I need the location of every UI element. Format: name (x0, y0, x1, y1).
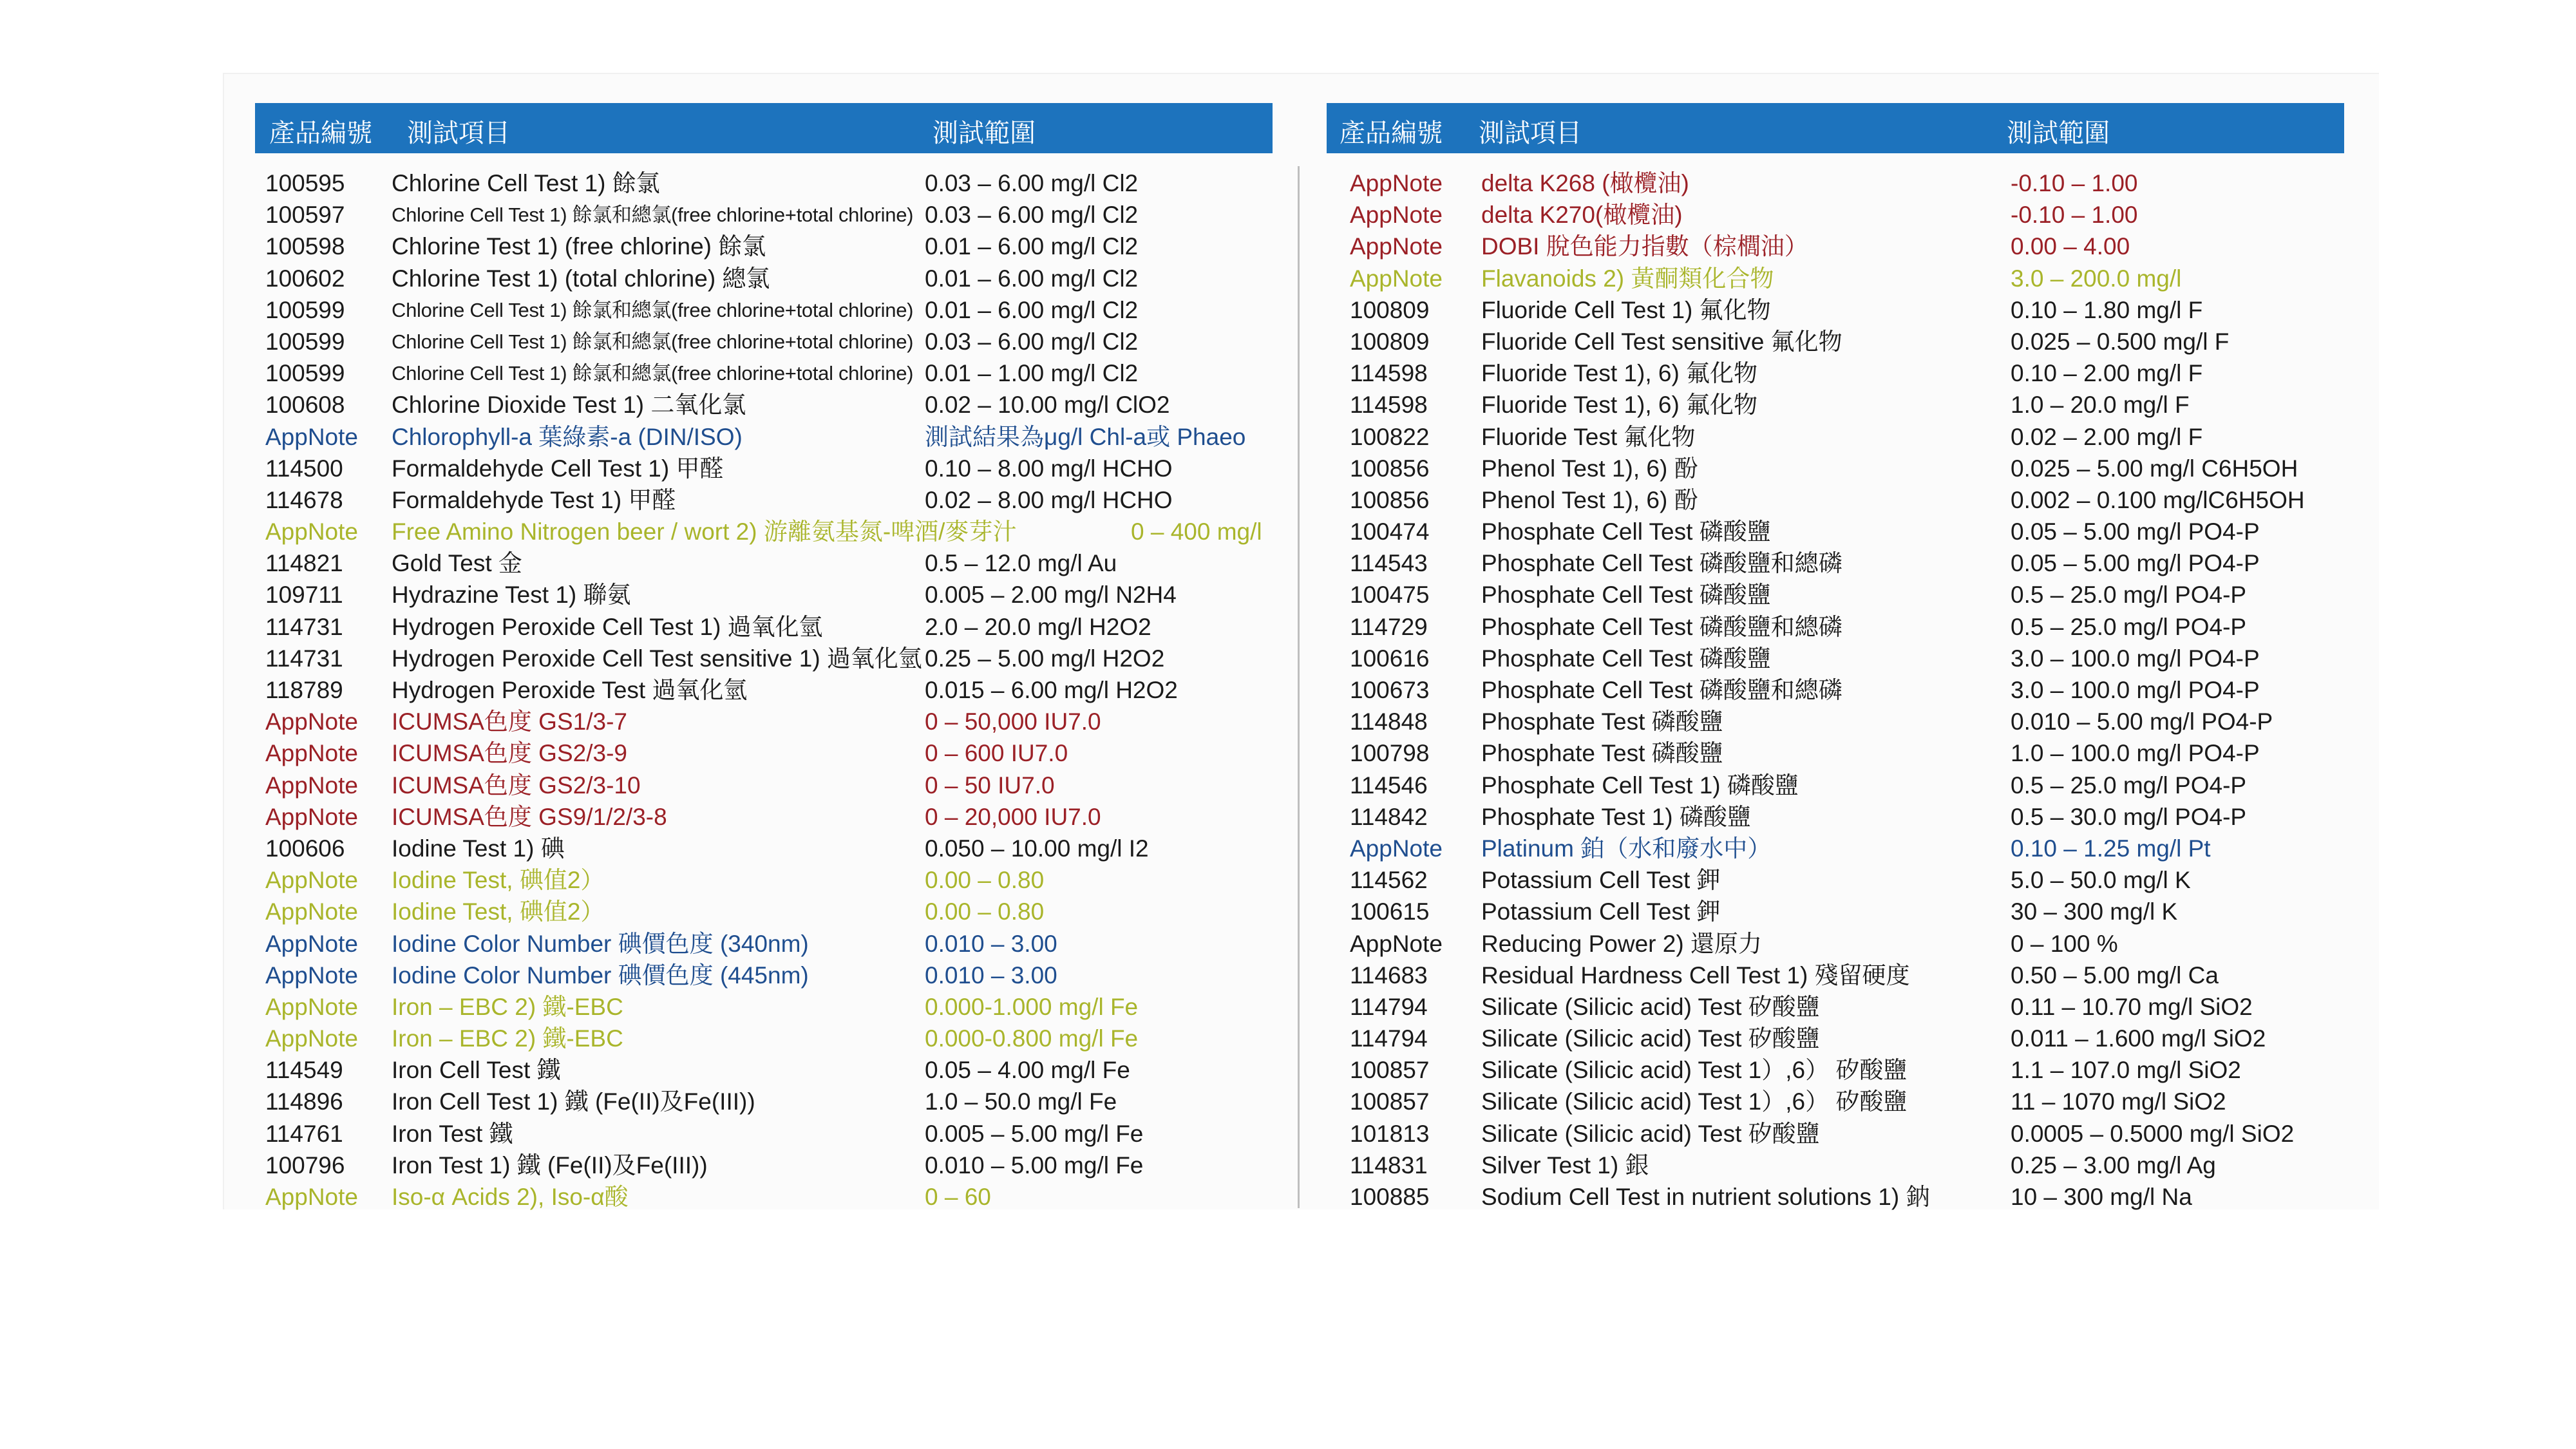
test-range-cell: 0.05 – 5.00 mg/l PO4-P (2011, 518, 2260, 545)
test-item-cell: Phosphate Cell Test 1) 磷酸鹽 (1481, 772, 1799, 799)
product-code-cell: 100474 (1350, 518, 1430, 545)
product-code-cell: AppNote (265, 740, 358, 767)
test-item-cell: Phosphate Test 1) 磷酸鹽 (1481, 803, 1751, 830)
table-row (255, 579, 1273, 611)
product-code-cell: 101813 (1350, 1120, 1430, 1147)
test-item-cell: Potassium Cell Test 鉀 (1481, 867, 1721, 894)
test-item-cell: Silicate (Silicic acid) Test 矽酸鹽 (1481, 1120, 1820, 1147)
table-row (255, 1023, 1273, 1054)
product-code-cell: 100602 (265, 265, 345, 292)
test-item-cell: Chlorine Cell Test 1) 餘氯和總氯(free chlorine+total chlorine) (392, 298, 914, 321)
product-code-cell: AppNote (1350, 233, 1443, 260)
test-item-cell: Potassium Cell Test 鉀 (1481, 898, 1721, 925)
table-row (1327, 326, 2344, 357)
test-range-cell: 0.015 – 6.00 mg/l H2O2 (925, 677, 1178, 703)
product-code-cell: AppNote (1350, 835, 1443, 862)
test-range-cell: 0 – 400 mg/l (1131, 518, 1262, 545)
product-code-cell: 114683 (1350, 961, 1428, 989)
table-row (1327, 611, 2344, 643)
product-code-cell: 100615 (1350, 898, 1430, 925)
product-code-cell: 109711 (265, 582, 343, 609)
table-row (255, 199, 1273, 231)
product-code-cell: AppNote (1350, 170, 1443, 196)
test-item-cell: Phosphate Cell Test 磷酸鹽和總磷 (1481, 677, 1842, 703)
table-row (1327, 199, 2344, 231)
product-code-cell: 100857 (1350, 1057, 1430, 1084)
test-item-cell: Silicate (Silicic acid) Test 矽酸鹽 (1481, 993, 1820, 1020)
test-range-cell: 0 – 600 IU7.0 (925, 740, 1068, 767)
product-code-cell: 100822 (1350, 423, 1430, 450)
test-item-cell: Iodine Test, 碘值2） (392, 898, 605, 925)
table-row (1327, 770, 2344, 801)
test-item-cell: Fluoride Test 1), 6) 氟化物 (1481, 360, 1758, 387)
test-item-cell: Phosphate Cell Test 磷酸鹽 (1481, 582, 1771, 609)
test-range-cell: 0.03 – 6.00 mg/l Cl2 (925, 170, 1139, 196)
test-range-cell: -0.10 – 1.00 (2011, 170, 2138, 196)
test-range-cell: 0.5 – 25.0 mg/l PO4-P (2011, 772, 2247, 799)
product-code-cell: 100673 (1350, 677, 1430, 703)
header-test-item: 測試項目 (1479, 119, 1582, 147)
header-test-range: 測試範圍 (933, 119, 1036, 147)
test-item-cell: DOBI 脫色能力指數（棕櫚油） (1481, 233, 1808, 260)
test-range-cell: 0.010 – 3.00 (925, 930, 1057, 957)
test-item-cell: Phosphate Cell Test 磷酸鹽和總磷 (1481, 613, 1842, 640)
test-range-cell: 0.025 – 0.500 mg/l F (2011, 328, 2230, 355)
test-range-cell: 0.00 – 4.00 (2011, 233, 2130, 260)
test-range-cell: 1.1 – 107.0 mg/l SiO2 (2011, 1057, 2241, 1084)
test-item-cell: Free Amino Nitrogen beer / wort 2) 游離氨基氮-啤酒/麥芽汁 (392, 518, 1017, 545)
table-row (255, 326, 1273, 357)
test-range-cell: 0.10 – 1.25 mg/l Pt (2011, 835, 2211, 862)
product-code-cell: 100475 (1350, 582, 1430, 609)
table-row (1327, 547, 2344, 579)
table-row (255, 421, 1273, 453)
test-range-cell: 0.01 – 6.00 mg/l Cl2 (925, 233, 1139, 260)
test-item-cell: Chlorine Test 1) (total chlorine) 總氯 (392, 265, 770, 292)
test-range-cell: 1.0 – 50.0 mg/l Fe (925, 1088, 1117, 1115)
test-item-cell: Silicate (Silicic acid) Test 1）,6） 矽酸鹽 (1481, 1088, 1908, 1115)
test-item-cell: Sodium Cell Test in nutrient solutions 1) 鈉 (1481, 1184, 1930, 1210)
product-code-cell: 114500 (265, 455, 343, 482)
product-code-cell: 114543 (1350, 550, 1428, 577)
product-code-cell: 114896 (265, 1088, 343, 1115)
product-code-cell: 114794 (1350, 1025, 1428, 1052)
test-range-cell: 0.000-1.000 mg/l Fe (925, 993, 1139, 1020)
right-table (1327, 103, 2344, 1213)
test-item-cell: Chlorine Cell Test 1) 餘氯和總氯(free chlorine+total chlorine) (392, 330, 914, 353)
test-range-cell: 0.010 – 5.00 mg/l Fe (925, 1151, 1144, 1179)
test-item-cell: Hydrogen Peroxide Cell Test 1) 過氧化氫 (392, 613, 823, 640)
product-code-cell: 100598 (265, 233, 345, 260)
test-item-cell: Iodine Color Number 碘價色度 (340nm) (392, 930, 809, 957)
table-row (255, 547, 1273, 579)
table-row (1327, 864, 2344, 896)
test-range-cell: 1.0 – 100.0 mg/l PO4-P (2011, 740, 2260, 767)
test-item-cell: Chlorine Test 1) (free chlorine) 餘氯 (392, 233, 766, 260)
test-range-cell: 1.0 – 20.0 mg/l F (2011, 392, 2190, 419)
product-code-cell: 114821 (265, 550, 343, 577)
table-row (255, 231, 1273, 262)
table-row (1327, 389, 2344, 421)
header-product-code: 產品編號 (1340, 119, 1443, 147)
table-row (1327, 960, 2344, 991)
test-item-cell: Chlorine Dioxide Test 1) 二氧化氯 (392, 392, 746, 419)
test-item-cell: Fluoride Test 1), 6) 氟化物 (1481, 392, 1758, 419)
table-row (255, 453, 1273, 484)
table-row (255, 896, 1273, 927)
test-range-cell: 0.01 – 6.00 mg/l Cl2 (925, 296, 1139, 323)
test-item-cell: Chlorine Cell Test 1) 餘氯和總氯(free chlorine+total chlorine) (392, 362, 914, 385)
table-row (255, 1054, 1273, 1086)
test-range-cell: 0.5 – 25.0 mg/l PO4-P (2011, 582, 2247, 609)
table-row (255, 928, 1273, 960)
product-code-cell: 100595 (265, 170, 345, 196)
table-row (1327, 231, 2344, 262)
test-range-cell: 0.03 – 6.00 mg/l Cl2 (925, 202, 1139, 229)
test-range-cell: 0.25 – 5.00 mg/l H2O2 (925, 645, 1165, 672)
test-item-cell: Phosphate Cell Test 磷酸鹽 (1481, 645, 1771, 672)
test-range-cell: 0.002 – 0.100 mg/lC6H5OH (2011, 486, 2305, 513)
test-item-cell: Phosphate Cell Test 磷酸鹽 (1481, 518, 1771, 545)
product-code-cell: 114731 (265, 645, 343, 672)
table-row (255, 357, 1273, 389)
test-range-cell: 0.5 – 30.0 mg/l PO4-P (2011, 803, 2247, 830)
table-row (1327, 928, 2344, 960)
table-row (1327, 896, 2344, 927)
product-code-cell: AppNote (265, 1184, 358, 1210)
header-test-item: 測試項目 (407, 119, 510, 147)
left-table-body (255, 167, 1273, 1213)
test-item-cell: Silver Test 1) 銀 (1481, 1151, 1649, 1179)
test-range-cell: 測試結果為μg/l Chl-a或 Phaeo (925, 423, 1246, 450)
table-row (255, 833, 1273, 864)
product-code-cell: 114848 (1350, 708, 1428, 735)
test-range-cell: 11 – 1070 mg/l SiO2 (2011, 1088, 2226, 1115)
test-item-cell: Chlorine Cell Test 1) 餘氯和總氯(free chlorine+total chlorine) (392, 204, 914, 227)
product-code-cell: AppNote (265, 993, 358, 1020)
test-range-cell: 0.050 – 10.00 mg/l I2 (925, 835, 1149, 862)
table-row (255, 643, 1273, 674)
table-row (1327, 991, 2344, 1023)
product-code-cell: 100599 (265, 328, 345, 355)
product-code-cell: AppNote (265, 423, 358, 450)
test-item-cell: Iron Cell Test 1) 鐵 (Fe(II)及Fe(III)) (392, 1088, 755, 1115)
test-range-cell: 5.0 – 50.0 mg/l K (2011, 867, 2191, 894)
test-range-cell: 0.02 – 2.00 mg/l F (2011, 423, 2203, 450)
table-row (1327, 1118, 2344, 1150)
test-item-cell: Hydrogen Peroxide Cell Test sensitive 1) 過氧化氫 (392, 645, 922, 672)
product-code-cell: 100796 (265, 1151, 345, 1179)
table-row (255, 1086, 1273, 1117)
test-item-cell: Hydrazine Test 1) 聯氨 (392, 582, 631, 609)
test-item-cell: Iron – EBC 2) 鐵-EBC (392, 993, 623, 1020)
table-row (1327, 516, 2344, 547)
header-test-range: 測試範圍 (2007, 119, 2110, 147)
test-range-cell: 0.01 – 6.00 mg/l Cl2 (925, 265, 1139, 292)
table-row (255, 801, 1273, 833)
product-code-cell: AppNote (265, 803, 358, 830)
product-code-cell: 118789 (265, 677, 343, 703)
product-code-cell: 100597 (265, 202, 345, 229)
test-range-cell: 10 – 300 mg/l Na (2011, 1184, 2192, 1210)
test-item-cell: Fluoride Test 氟化物 (1481, 423, 1696, 450)
table-row (255, 706, 1273, 737)
product-code-cell: 100599 (265, 296, 345, 323)
table-row (1327, 357, 2344, 389)
test-range-cell: 0.00 – 0.80 (925, 898, 1045, 925)
test-item-cell: Silicate (Silicic acid) Test 矽酸鹽 (1481, 1025, 1820, 1052)
table-row (1327, 643, 2344, 674)
table-row (1327, 453, 2344, 484)
test-range-cell: 0.025 – 5.00 mg/l C6H5OH (2011, 455, 2298, 482)
test-item-cell: Phenol Test 1), 6) 酚 (1481, 455, 1698, 482)
test-range-cell: 3.0 – 200.0 mg/l (2011, 265, 2182, 292)
table-row (1327, 579, 2344, 611)
test-item-cell: Iodine Color Number 碘價色度 (445nm) (392, 961, 809, 989)
test-item-cell: Iron Test 鐵 (392, 1120, 513, 1147)
table-row (255, 770, 1273, 801)
product-code-cell: AppNote (265, 961, 358, 989)
product-code-cell: 100616 (1350, 645, 1430, 672)
product-code-cell: 114842 (1350, 803, 1428, 830)
test-item-cell: Phosphate Cell Test 磷酸鹽和總磷 (1481, 550, 1842, 577)
test-item-cell: Phosphate Test 磷酸鹽 (1481, 708, 1723, 735)
product-code-cell: 114831 (1350, 1151, 1428, 1179)
table-row (1327, 737, 2344, 769)
table-row (1327, 421, 2344, 453)
test-range-cell: 0.01 – 1.00 mg/l Cl2 (925, 360, 1139, 387)
product-code-cell: AppNote (265, 708, 358, 735)
test-range-cell: 30 – 300 mg/l K (2011, 898, 2178, 925)
test-range-cell: 0.005 – 2.00 mg/l N2H4 (925, 582, 1177, 609)
test-range-cell: 0.0005 – 0.5000 mg/l SiO2 (2011, 1120, 2295, 1147)
test-range-cell: 0.010 – 5.00 mg/l PO4-P (2011, 708, 2273, 735)
test-item-cell: Silicate (Silicic acid) Test 1）,6） 矽酸鹽 (1481, 1057, 1908, 1084)
table-row (255, 611, 1273, 643)
test-item-cell: delta K270(橄欖油) (1481, 202, 1683, 229)
product-code-cell: 114678 (265, 486, 343, 513)
test-range-cell: -0.10 – 1.00 (2011, 202, 2138, 229)
left-table-header (255, 103, 1273, 153)
product-code-cell: AppNote (1350, 202, 1443, 229)
test-item-cell: Iron Cell Test 鐵 (392, 1057, 561, 1084)
test-item-cell: ICUMSA色度 GS2/3-9 (392, 740, 627, 767)
test-item-cell: Chlorine Cell Test 1) 餘氯 (392, 170, 660, 196)
product-code-cell: AppNote (1350, 265, 1443, 292)
table-row (1327, 263, 2344, 294)
test-range-cell: 0.10 – 2.00 mg/l F (2011, 360, 2203, 387)
test-range-cell: 0.02 – 10.00 mg/l ClO2 (925, 392, 1170, 419)
test-item-cell: Phenol Test 1), 6) 酚 (1481, 486, 1698, 513)
test-item-cell: Hydrogen Peroxide Test 過氧化氫 (392, 677, 748, 703)
test-range-cell: 0.05 – 4.00 mg/l Fe (925, 1057, 1130, 1084)
product-code-cell: 114761 (265, 1120, 343, 1147)
right-table-header (1327, 103, 2344, 153)
test-range-cell: 0.011 – 1.600 mg/l SiO2 (2011, 1025, 2266, 1052)
product-code-cell: 100856 (1350, 455, 1430, 482)
product-code-cell: 114562 (1350, 867, 1428, 894)
product-code-cell: AppNote (265, 1025, 358, 1052)
product-code-cell: 114598 (1350, 392, 1428, 419)
table-row (1327, 1054, 2344, 1086)
test-range-cell: 0.50 – 5.00 mg/l Ca (2011, 961, 2219, 989)
table-row (255, 737, 1273, 769)
left-table (255, 103, 1273, 1213)
table-row (255, 674, 1273, 706)
test-range-cell: 0 – 60 (925, 1184, 991, 1210)
test-range-cell: 0 – 50,000 IU7.0 (925, 708, 1101, 735)
product-code-cell: 100857 (1350, 1088, 1430, 1115)
table-row (255, 1181, 1273, 1213)
table-row (255, 389, 1273, 421)
test-range-cell: 2.0 – 20.0 mg/l H2O2 (925, 613, 1151, 640)
test-range-cell: 0.02 – 8.00 mg/l HCHO (925, 486, 1173, 513)
test-range-cell: 0 – 100 % (2011, 930, 2118, 957)
table-row (1327, 1181, 2344, 1213)
test-item-cell: Iso-α Acids 2), Iso-α酸 (392, 1184, 629, 1210)
test-item-cell: Fluoride Cell Test sensitive 氟化物 (1481, 328, 1842, 355)
product-code-cell: AppNote (265, 930, 358, 957)
test-item-cell: ICUMSA色度 GS9/1/2/3-8 (392, 803, 667, 830)
test-item-cell: Reducing Power 2) 還原力 (1481, 930, 1762, 957)
test-range-cell: 0.05 – 5.00 mg/l PO4-P (2011, 550, 2260, 577)
test-range-cell: 0.11 – 10.70 mg/l SiO2 (2011, 993, 2253, 1020)
table-row (1327, 294, 2344, 326)
test-item-cell: Flavanoids 2) 黃酮類化合物 (1481, 265, 1774, 292)
test-item-cell: Platinum 鉑（水和廢水中） (1481, 835, 1772, 862)
product-code-cell: 114546 (1350, 772, 1428, 799)
header-product-code: 產品編號 (269, 119, 372, 147)
test-item-cell: Phosphate Test 磷酸鹽 (1481, 740, 1723, 767)
test-item-cell: ICUMSA色度 GS2/3-10 (392, 772, 641, 799)
test-range-cell: 0.10 – 1.80 mg/l F (2011, 296, 2203, 323)
test-range-cell: 0.25 – 3.00 mg/l Ag (2011, 1151, 2216, 1179)
table-row (1327, 833, 2344, 864)
product-code-cell: 100608 (265, 392, 345, 419)
product-code-cell: 114729 (1350, 613, 1428, 640)
test-range-cell: 0.5 – 25.0 mg/l PO4-P (2011, 613, 2247, 640)
column-divider (1298, 166, 1300, 1208)
test-range-cell: 0.000-0.800 mg/l Fe (925, 1025, 1139, 1052)
product-code-cell: AppNote (265, 867, 358, 894)
table-row (1327, 1086, 2344, 1117)
product-code-cell: AppNote (1350, 930, 1443, 957)
test-item-cell: Fluoride Cell Test 1) 氟化物 (1481, 296, 1771, 323)
product-code-cell: 114598 (1350, 360, 1428, 387)
product-code-cell: 114731 (265, 613, 343, 640)
table-row (255, 864, 1273, 896)
table-row (255, 167, 1273, 199)
test-range-cell: 0 – 20,000 IU7.0 (925, 803, 1101, 830)
product-code-cell: AppNote (265, 518, 358, 545)
product-code-cell: 100798 (1350, 740, 1430, 767)
test-item-cell: Formaldehyde Cell Test 1) 甲醛 (392, 455, 724, 482)
test-range-cell: 0.5 – 12.0 mg/l Au (925, 550, 1117, 577)
table-row (1327, 706, 2344, 737)
table-row (255, 991, 1273, 1023)
test-range-cell: 0.10 – 8.00 mg/l HCHO (925, 455, 1173, 482)
product-code-cell: AppNote (265, 772, 358, 799)
test-item-cell: Residual Hardness Cell Test 1) 殘留硬度 (1481, 961, 1910, 989)
test-item-cell: Gold Test 金 (392, 550, 522, 577)
product-code-cell: AppNote (265, 898, 358, 925)
table-row (1327, 674, 2344, 706)
test-range-cell: 3.0 – 100.0 mg/l PO4-P (2011, 645, 2260, 672)
table-row (1327, 167, 2344, 199)
product-code-cell: 100599 (265, 360, 345, 387)
test-item-cell: delta K268 (橄欖油) (1481, 170, 1689, 196)
test-range-cell: 0 – 50 IU7.0 (925, 772, 1055, 799)
test-item-cell: ICUMSA色度 GS1/3-7 (392, 708, 627, 735)
table-row (255, 1118, 1273, 1150)
test-item-cell: Iodine Test 1) 碘 (392, 835, 565, 862)
test-range-cell: 0.010 – 3.00 (925, 961, 1057, 989)
test-item-cell: Chlorophyll-a 葉綠素-a (DIN/ISO) (392, 423, 743, 450)
table-row (1327, 1150, 2344, 1181)
right-table-body (1327, 167, 2344, 1213)
product-code-cell: 100809 (1350, 328, 1430, 355)
test-item-cell: Formaldehyde Test 1) 甲醛 (392, 486, 676, 513)
product-code-cell: 100885 (1350, 1184, 1430, 1210)
product-code-cell: 100606 (265, 835, 345, 862)
test-item-cell: Iron Test 1) 鐵 (Fe(II)及Fe(III)) (392, 1151, 708, 1179)
table-row (1327, 1023, 2344, 1054)
test-item-cell: Iodine Test, 碘值2） (392, 867, 605, 894)
product-code-cell: 100809 (1350, 296, 1430, 323)
test-item-cell: Iron – EBC 2) 鐵-EBC (392, 1025, 623, 1052)
table-row (255, 484, 1273, 516)
product-code-cell: 100856 (1350, 486, 1430, 513)
test-range-cell: 0.03 – 6.00 mg/l Cl2 (925, 328, 1139, 355)
table-row (1327, 484, 2344, 516)
table-row (255, 294, 1273, 326)
table-row (255, 516, 1273, 547)
table-row (255, 960, 1273, 991)
test-range-cell: 0.00 – 0.80 (925, 867, 1045, 894)
product-code-cell: 114549 (265, 1057, 343, 1084)
table-row (255, 263, 1273, 294)
table-row (255, 1150, 1273, 1181)
product-code-cell: 114794 (1350, 993, 1428, 1020)
table-row (1327, 801, 2344, 833)
test-range-cell: 3.0 – 100.0 mg/l PO4-P (2011, 677, 2260, 703)
test-range-cell: 0.005 – 5.00 mg/l Fe (925, 1120, 1144, 1147)
